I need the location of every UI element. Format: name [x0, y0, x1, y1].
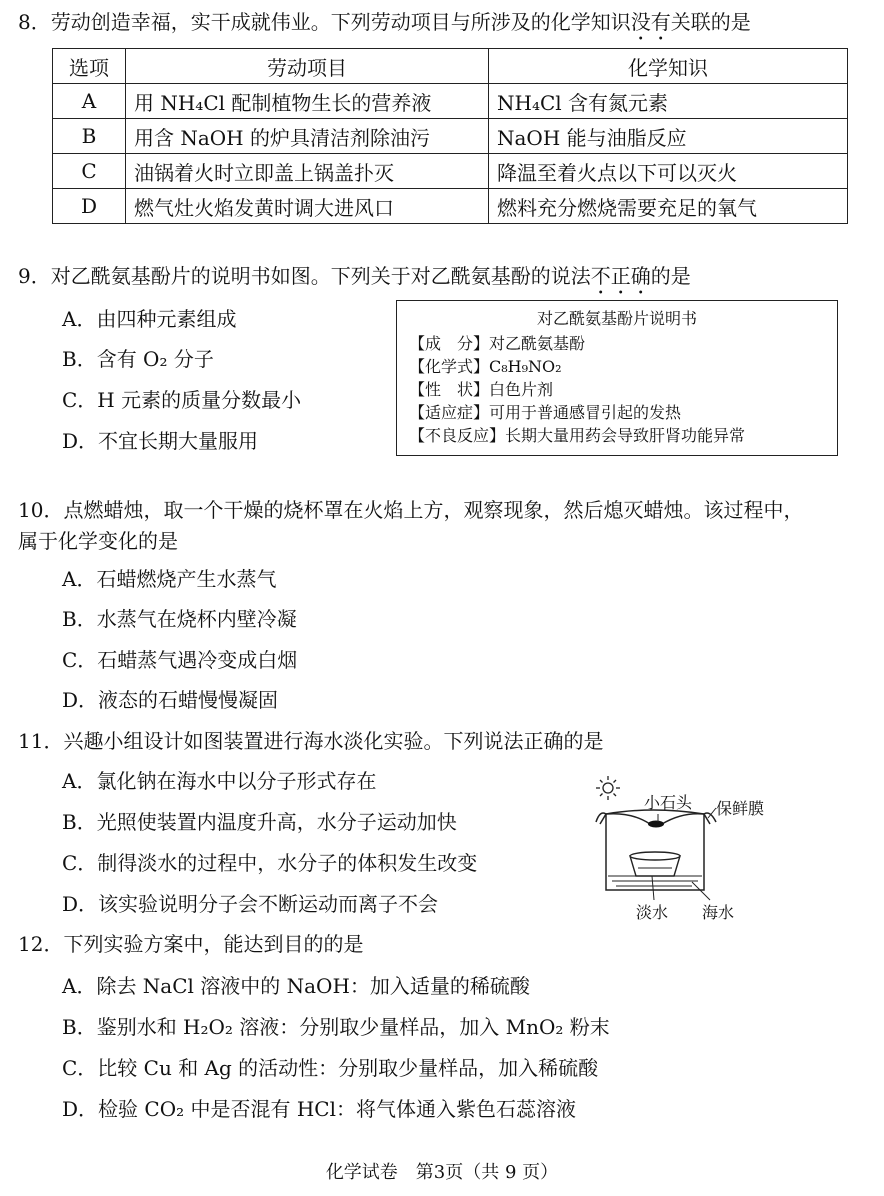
- option-c: C．比较 Cu 和 Ag 的活动性：分别取少量样品，加入稀硫酸: [62, 1056, 599, 1080]
- option-a: A．除去 NaCl 溶液中的 NaOH：加入适量的稀硫酸: [62, 974, 530, 998]
- question-11-stem: 11．兴趣小组设计如图装置进行海水淡化实验。下列说法正确的是: [18, 729, 604, 753]
- question-10-stem-cont: 属于化学变化的是: [18, 529, 178, 553]
- option-a: A．氯化钠在海水中以分子形式存在: [62, 769, 377, 793]
- table-cell: 油锅着火时立即盖上锅盖扑灭: [126, 154, 489, 189]
- emphasis-text: 没有: [630, 10, 671, 34]
- table-cell: A: [53, 84, 126, 119]
- sun-icon: [596, 776, 620, 800]
- box-line: 【不良反应】长期大量用药会导致肝肾功能异常: [409, 426, 746, 445]
- table-row: [53, 189, 848, 224]
- box-line: 【成 分】对乙酰氨基酚: [409, 334, 586, 353]
- table-cell: 用 NH₄Cl 配制植物生长的营养液: [126, 84, 489, 119]
- option-b: B．水蒸气在烧杯内壁冷凝: [62, 607, 297, 631]
- table-header-row: [53, 49, 848, 84]
- option-b: B．含有 O₂ 分子: [62, 347, 214, 371]
- page-footer: 化学试卷 第3页（共 9 页）: [325, 1162, 559, 1183]
- question-9-stem: 9．对乙酰氨基酚片的说明书如图。下列关于对乙酰氨基酚的说法不正确的是: [18, 264, 691, 288]
- table-cell: 燃气灶火焰发黄时调大进风口: [126, 189, 489, 224]
- option-b: B．鉴别水和 H₂O₂ 溶液：分别取少量样品，加入 MnO₂ 粉末: [62, 1015, 610, 1039]
- question-8-stem: 8．劳动创造幸福，实干成就伟业。下列劳动项目与所涉及的化学知识没有关联的是: [18, 10, 751, 34]
- option-b: B．光照使装置内温度升高，水分子运动加快: [62, 810, 457, 834]
- option-c: C．石蜡蒸气遇冷变成白烟: [62, 648, 298, 672]
- label-fresh-water: 淡水: [636, 903, 669, 922]
- table-row: [53, 119, 848, 154]
- option-c: C．H 元素的质量分数最小: [62, 388, 302, 412]
- table-cell: 降温至着火点以下可以灭火: [489, 154, 848, 189]
- box-line: 【化学式】C₈H₉NO₂: [409, 357, 562, 376]
- table-cell: NaOH 能与油脂反应: [489, 119, 848, 154]
- label-film: 保鲜膜: [716, 799, 765, 818]
- table-cell: D: [53, 189, 126, 224]
- table-header: 化学知识: [489, 49, 848, 84]
- option-c: C．制得淡水的过程中，水分子的体积发生改变: [62, 851, 478, 875]
- option-a: A．石蜡燃烧产生水蒸气: [62, 567, 277, 591]
- table-row: [53, 84, 848, 119]
- fresh-water-cup-drawing: [630, 852, 680, 876]
- option-d: D．液态的石蜡慢慢凝固: [62, 688, 279, 712]
- table-header: 劳动项目: [126, 49, 489, 84]
- label-stone: 小石头: [644, 793, 693, 812]
- question-10-stem: 10．点燃蜡烛，取一个干燥的烧杯罩在火焰上方，观察现象，然后熄灭蜡烛。该过程中，: [18, 498, 804, 522]
- table-row: [53, 154, 848, 189]
- option-a: A．由四种元素组成: [62, 307, 237, 331]
- stone-drawing: [648, 821, 664, 828]
- table-cell: 用含 NaOH 的炉具清洁剂除油污: [126, 119, 489, 154]
- table-header: 选项: [53, 49, 126, 84]
- label-sea-water: 海水: [702, 903, 735, 922]
- option-d: D．检验 CO₂ 中是否混有 HCl：将气体通入紫色石蕊溶液: [62, 1097, 576, 1121]
- sea-water-drawing: [608, 876, 702, 886]
- desalination-figure: [592, 772, 792, 922]
- question-8-table: [52, 48, 848, 224]
- box-line: 【适应症】可用于普通感冒引起的发热: [409, 403, 682, 422]
- table-cell: 燃料充分燃烧需要充足的氧气: [489, 189, 848, 224]
- box-title: 对乙酰氨基酚片说明书: [536, 309, 697, 328]
- box-line: 【性 状】白色片剂: [409, 380, 554, 399]
- option-d: D．该实验说明分子会不断运动而离子不会: [62, 892, 439, 916]
- question-12-stem: 12．下列实验方案中，能达到目的的是: [18, 932, 364, 956]
- drug-instruction-box: [396, 300, 838, 456]
- table-cell: C: [53, 154, 126, 189]
- emphasis-text: 不正确: [590, 264, 651, 288]
- table-cell: NH₄Cl 含有氮元素: [489, 84, 848, 119]
- table-cell: B: [53, 119, 126, 154]
- option-d: D．不宜长期大量服用: [62, 429, 259, 453]
